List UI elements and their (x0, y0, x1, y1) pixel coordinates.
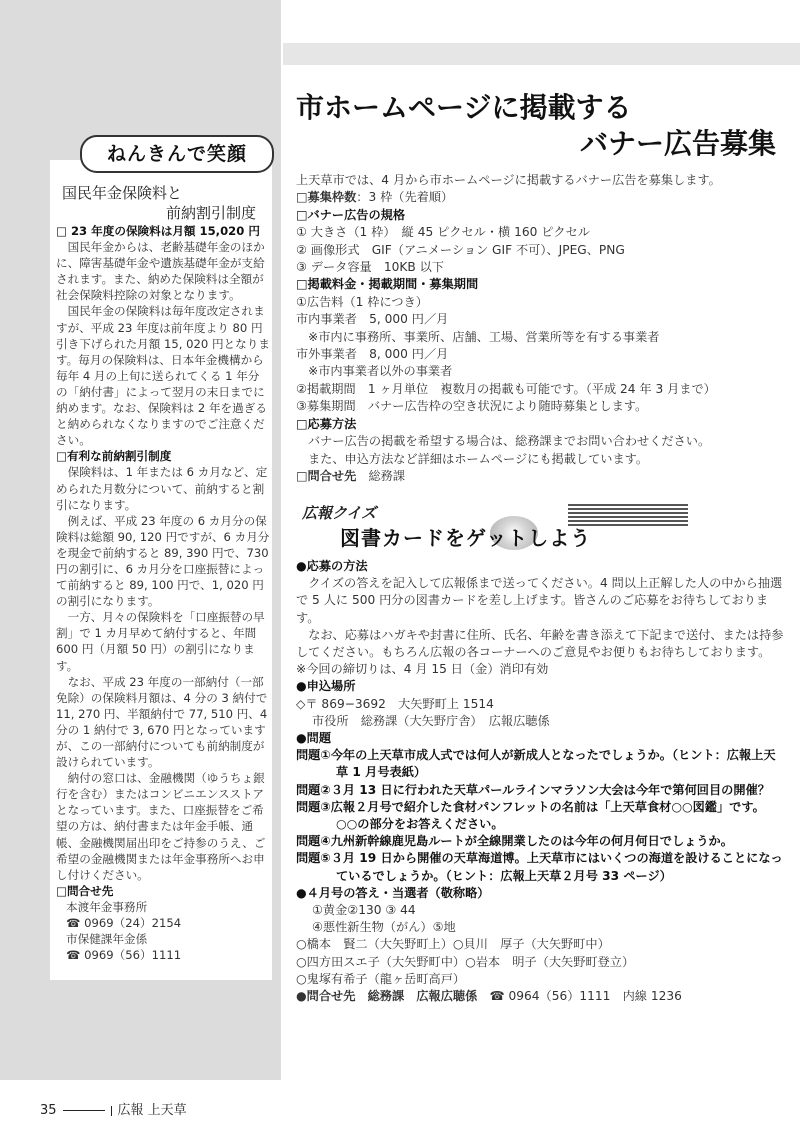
quiz-paragraph: クイズの答えを記入して広報係まで送ってください。4 問以上正解した人の中から抽選で 5 人に 500 円分の図書カードを差し上げます。皆さんのご応募をお待ちしております。 (296, 576, 783, 625)
top-gray-bar (283, 43, 800, 65)
quiz-paragraph: 問題②３月 13 日に行われた天草パールラインマラソン大会は今年で第何回目の開催？ (296, 782, 770, 797)
quiz-article-body (296, 558, 786, 1005)
quiz-paragraph: 問題④九州新幹線鹿児島ルートが全線開業したのは今年の何月何日でしょうか。 (296, 834, 733, 849)
quiz-banner-main: 図書カードをゲットしよう (340, 526, 592, 550)
left-paragraph: 保険料は、1 年または 6 カ月など、定められた月数分について、前納すると割引になります。 (56, 465, 268, 512)
left-paragraph: □問合せ先 (56, 883, 114, 898)
banner-ad-article-body (296, 172, 786, 485)
left-paragraph: □有利な前納割引制度 (56, 449, 172, 464)
quiz-paragraph: ●問題 (296, 731, 332, 746)
left-paragraph: 市保健課年金係 (66, 932, 148, 947)
quiz-banner (300, 502, 780, 552)
page-footer (40, 1099, 187, 1118)
left-paragraph: なお、平成 23 年度の一部納付（一部免除）の保険料月額は、4 分の 3 納付で 11, 270 円、半額納付で 77, 510 円、4 分の 1 納付で 3, 670 円となっていますが、この一部納付についても前納制度が設けられています。 (56, 674, 268, 770)
quiz-paragraph: ●４月号の答え・当選者（敬称略） (296, 885, 490, 900)
left-paragraph: 国民年金の保険料は毎年度改定されますが、平成 23 年度は前年度より 80 円引き下げられた月額 15, 020 円となります。毎月の保険料は、日本年金機構から毎年 4 月の上旬に送られてくる 1 年分の「納付書」によって翌月の末日までに納めます。なお、保険料は 2 年を過ぎると納められなくなりますのでご注意ください。 (56, 304, 270, 448)
left-title-line2: 前納割引制度 (165, 204, 256, 222)
left-paragraph: 納付の窓口は、金融機関（ゆうちょ銀行を含む）またはコンビニエンスストアとなっています。また、口座振替をご希望の方は、納付書または年金手帳、通帳、金融機関届出印をご持参のうえ、ご希望の金融機関または年金事務所へお申し付けください。 (56, 771, 266, 882)
quiz-paragraph: ○四方田スエ子（大矢野町中）○岩本 明子（大矢野町登立） (296, 954, 635, 969)
left-paragraph: 国民年金からは、老齢基礎年金のほかに、障害基礎年金や遺族基礎年金が支給されます。また、納めた保険料は全額が社会保険料控除の対象となります。 (56, 240, 265, 303)
left-paragraph: □ 23 年度の保険料は月額 15,020 円 (56, 224, 260, 238)
quiz-paragraph: なお、応募はハガキや封書に住所、氏名、年齢を書き添えて下記まで送付、または持参してください。もちろん広報の各コーナーへのご意見やお便りもお待ちしております。 (296, 627, 784, 660)
banner-ad-paragraph: 市内事業者 5, 000 円／月 (296, 312, 449, 327)
quiz-paragraph: ※今回の締切りは、4 月 15 日（金）消印有効 (296, 662, 549, 677)
quiz-paragraph: ●応募の方法 (296, 559, 368, 573)
banner-ad-paragraph: □募集枠数：3 枠（先着順） (296, 190, 454, 205)
left-article-title (62, 183, 262, 223)
footer-rule (63, 1110, 105, 1111)
banner-ad-paragraph: ① 大きさ（1 枠） 縦 45 ピクセル・横 160 ピクセル (296, 225, 590, 240)
quiz-paragraph: ①黄金②130 ③ 44 (312, 903, 416, 918)
quiz-paragraph: ○鬼塚有希子（龍ヶ岳町高戸） (296, 971, 466, 986)
left-paragraph: ☎ 0969（56）1111 (66, 948, 182, 963)
left-paragraph: ☎ 0969（24）2154 (66, 916, 182, 931)
banner-ad-paragraph: ③ データ容量 10KB 以下 (296, 260, 445, 275)
banner-ad-paragraph: □掲載料金・掲載期間・募集期間 (296, 277, 479, 292)
banner-ad-paragraph: ①広告料（1 枠につき） (296, 294, 428, 309)
banner-ad-paragraph: ③募集期間 バナー広告枠の空き状況により随時募集とします。 (296, 399, 648, 414)
left-title-line1: 国民年金保険料と (62, 184, 183, 202)
quiz-paragraph: ○橋本 賢二（大矢野町上）○貝川 厚子（大矢野町中） (296, 937, 610, 952)
banner-ad-paragraph: 市外事業者 8, 000 円／月 (296, 347, 449, 362)
nenkin-banner: ねんきんで笑顔 (80, 135, 274, 173)
banner-ad-paragraph: バナー広告の掲載を希望する場合は、総務課までお問い合わせください。 (308, 434, 711, 449)
banner-ad-paragraph: また、申込方法など詳細はホームページにも掲載しています。 (308, 451, 649, 466)
quiz-paragraph: 問題①今年の上天草市成人式では何人が新成人となったでしょうか。（ヒント：広報上天草 1 月号表紙） (296, 748, 776, 780)
banner-ad-paragraph: ②掲載期間 1 ヶ月単位 複数月の掲載も可能です。（平成 24 年 3 月まで） (296, 381, 716, 396)
banner-ad-paragraph: ② 画像形式 GIF（アニメーション GIF 不可）、JPEG、PNG (296, 242, 625, 257)
quiz-paragraph: 市役所 総務課（大矢野庁舎） 広報広聴係 (312, 713, 550, 728)
right-title-line1: 市ホームページに掲載する (296, 91, 632, 124)
quiz-paragraph: ④悪性新生物（がん）⑤地 (312, 920, 456, 935)
left-paragraph: 本渡年金事務所 (66, 899, 148, 914)
quiz-paragraph: 問題③広報２月号で紹介した食材パンフレットの名前は「上天草食材○○図鑑」です。○○の部分をお答えください。 (296, 799, 765, 832)
banner-ad-paragraph: □バナー広告の規格 (296, 207, 406, 222)
quiz-paragraph: 問題⑤３月 19 日から開催の天草海道博。上天草市にはいくつの海道を設けることになっているでしょうか。（ヒント：広報上天草２月号 33 ページ） (296, 851, 783, 883)
banner-ad-paragraph: ※市内事業者以外の事業者 (308, 364, 453, 379)
left-paragraph: 例えば、平成 23 年度の 6 カ月分の保険料は総額 90, 120 円ですが、6 カ月分を現金で前納すると 89, 390 円で、730 円の割引に、6 カ月分を口座振替によって前納すると 89, 100 円で、1, 020 円の割引になります。 (56, 513, 270, 609)
banner-ad-paragraph: □応募方法 (296, 416, 357, 431)
right-article-title (296, 90, 786, 162)
banner-ad-paragraph: □問合せ先 総務課 (296, 468, 406, 483)
quiz-banner-small: 広報クイズ (302, 504, 377, 522)
publication-name: 広報 上天草 (117, 1103, 187, 1118)
page-number: 35 (40, 1103, 57, 1118)
quiz-paragraph: ●問合せ先 総務課 広報広聴係 ☎ 0964（56）1111 内線 1236 (296, 989, 682, 1004)
left-paragraph: 一方、月々の保険料を「口座振替の早割」で 1 カ月早めて納付すると、年間 600 円（月額 50 円）の割引になります。 (56, 610, 265, 673)
left-article-body (56, 223, 270, 963)
banner-ad-paragraph: 上天草市では、4 月から市ホームページに掲載するバナー広告を募集します。 (296, 173, 721, 187)
footer-tick (111, 1106, 112, 1116)
right-title-line2: バナー広告募集 (579, 127, 776, 160)
quiz-paragraph: ●申込場所 (296, 679, 356, 694)
banner-ad-paragraph: ※市内に事務所、事業所、店舗、工場、営業所等を有する事業者 (308, 329, 660, 344)
quiz-paragraph: ◇〒 869−3692 大矢野町上 1514 (296, 696, 494, 711)
